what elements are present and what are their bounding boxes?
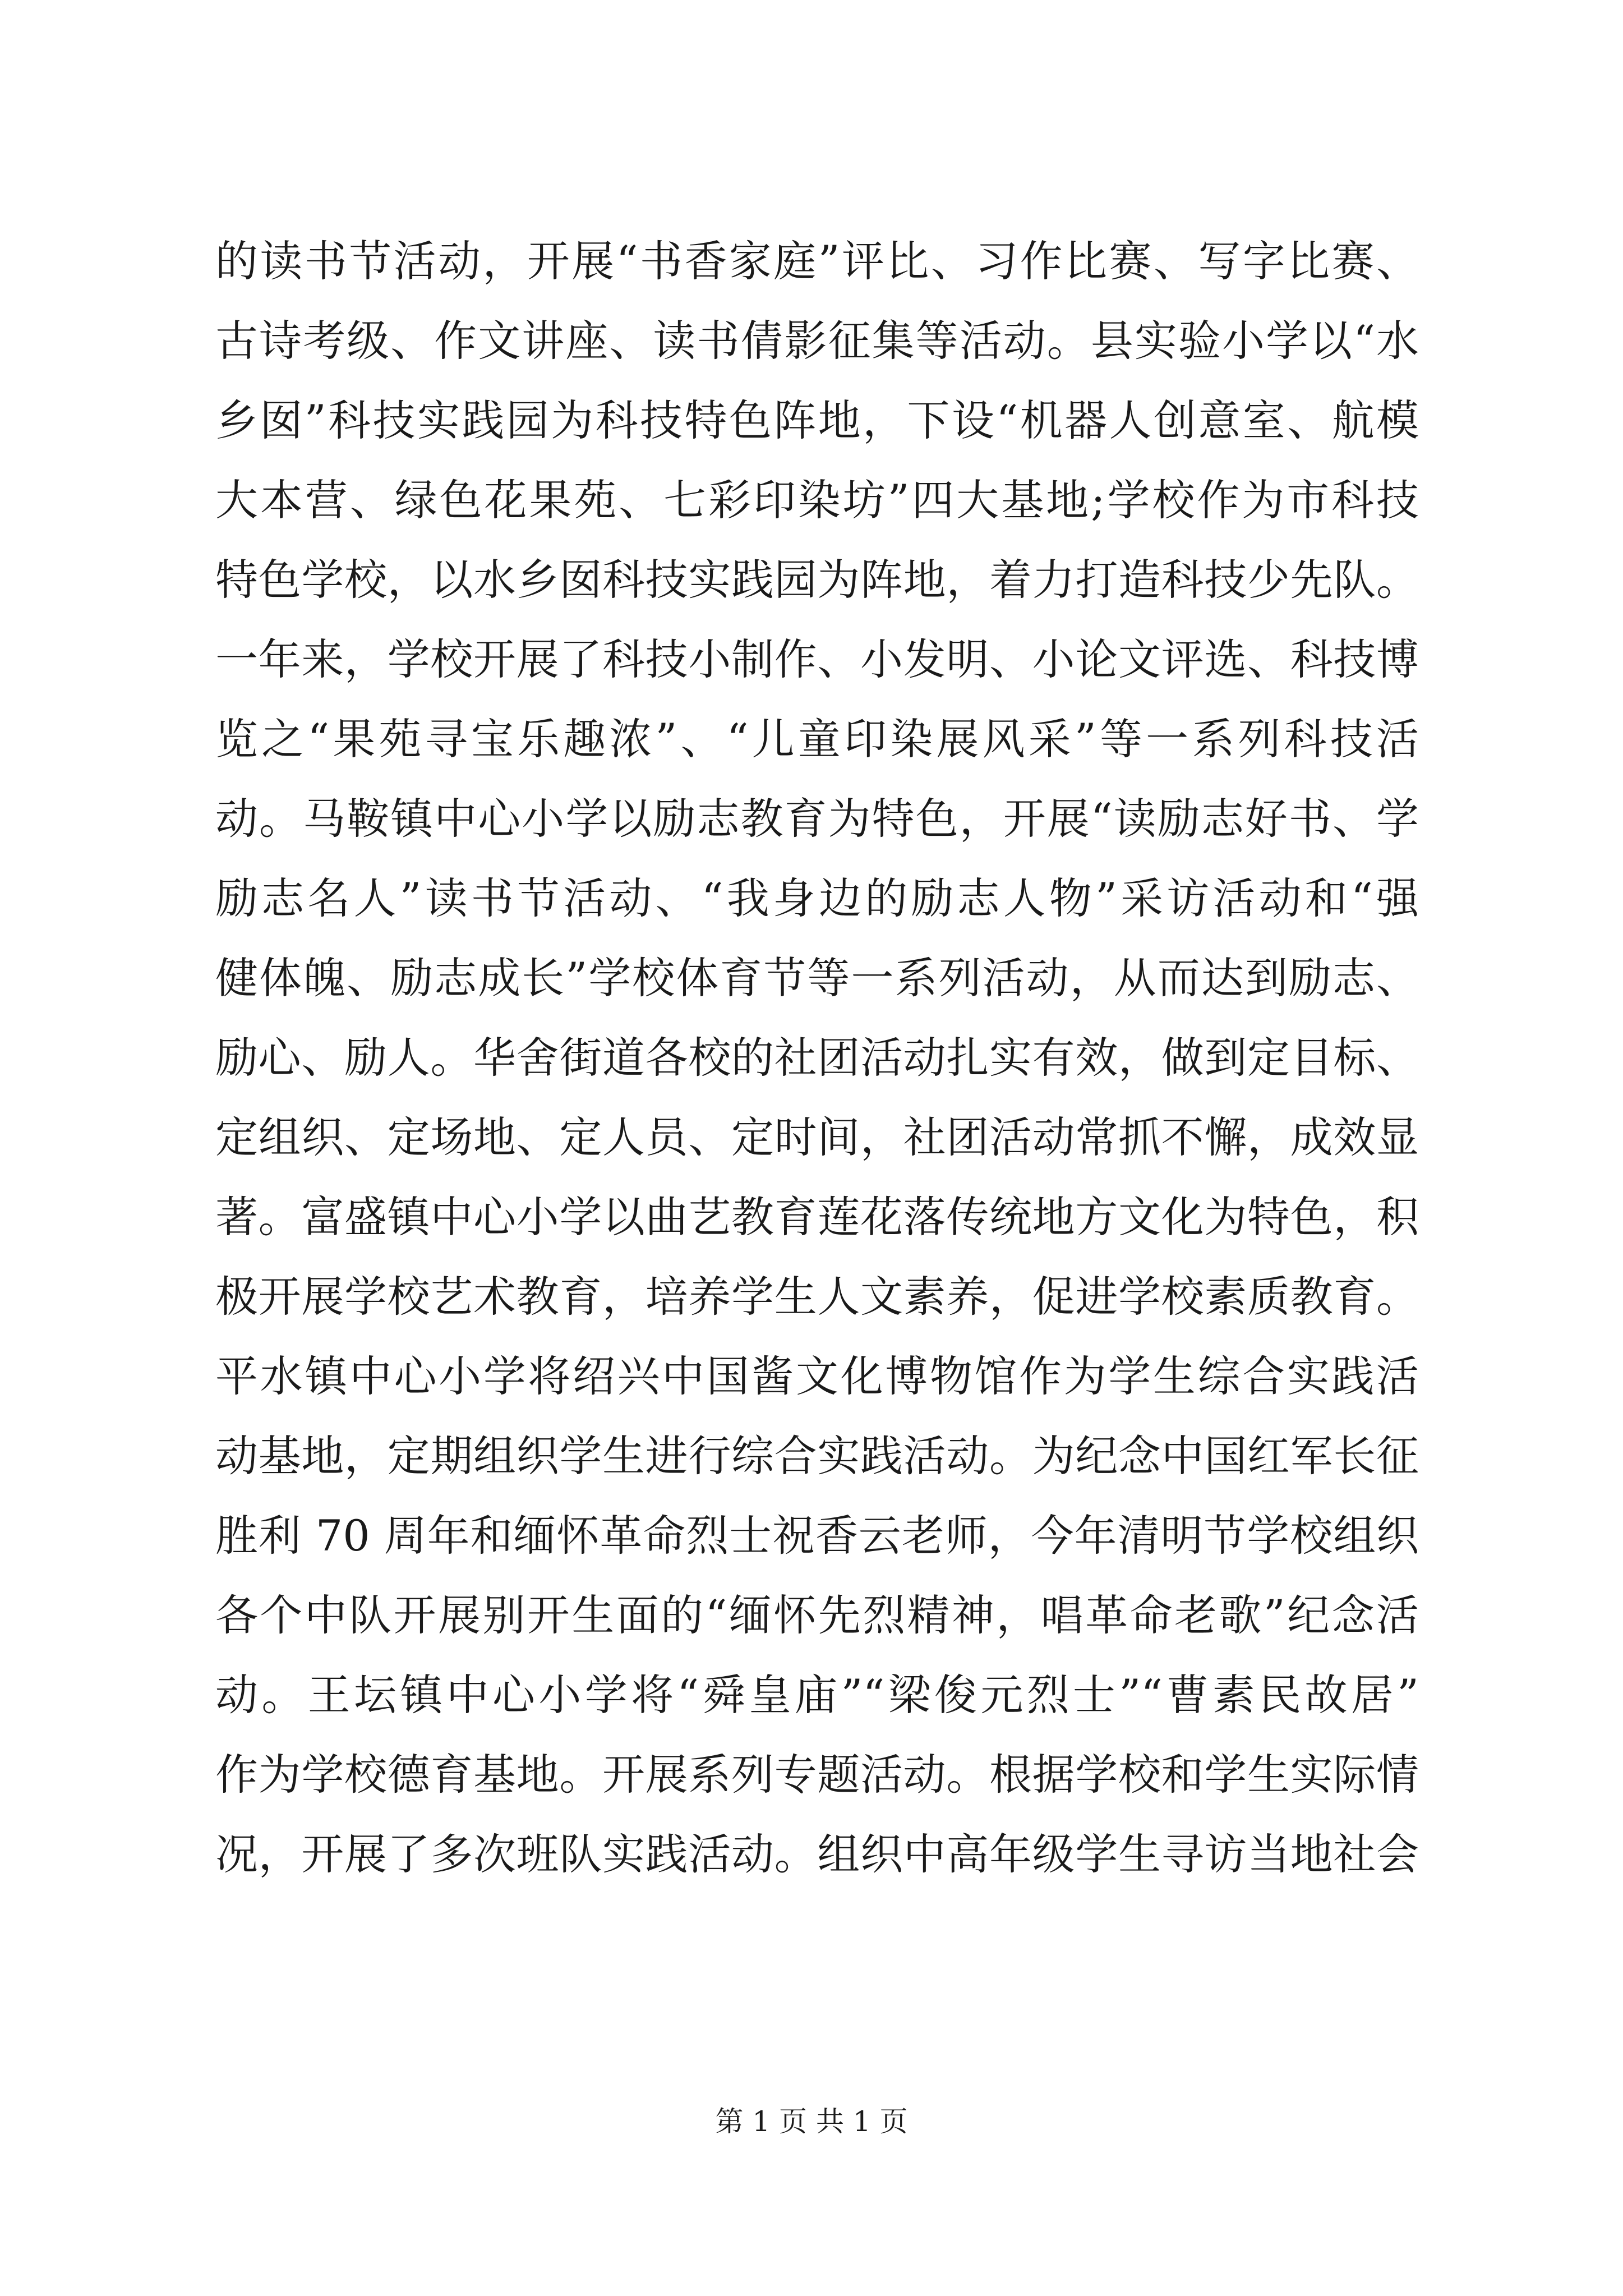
text-line: 作为学校德育基地。开展系列专题活动。根据学校和学生实际情 (215, 1750, 1419, 1800)
text-line: 乡囡”科技实践园为科技特色阵地，下设“机器人创意室、航模 (215, 395, 1419, 445)
text-line: 励心、励人。华舍街道各校的社团活动扎实有效，做到定目标、 (215, 1033, 1419, 1083)
text-line: 古诗考级、作文讲座、读书倩影征集等活动。县实验小学以“水 (215, 316, 1419, 366)
body-text (215, 222, 1419, 1894)
page-footer (0, 2105, 1623, 2138)
text-line: 动基地，定期组织学生进行综合实践活动。为纪念中国红军长征 (215, 1431, 1419, 1481)
text-line: 动。马鞍镇中心小学以励志教育为特色，开展“读励志好书、学 (215, 794, 1419, 844)
text-line: 定组织、定场地、定人员、定时间，社团活动常抓不懈，成效显 (215, 1112, 1419, 1162)
page-number-label: 第 1 页 共 1 页 (715, 2105, 908, 2138)
text-line: 览之“果苑寻宝乐趣浓”、“儿童印染展风采”等一系列科技活 (215, 714, 1419, 764)
text-line: 健体魄、励志成长”学校体育节等一系列活动，从而达到励志、 (215, 953, 1419, 1003)
text-line: 各个中队开展别开生面的“缅怀先烈精神，唱革命老歌”纪念活 (215, 1590, 1419, 1640)
text-line: 况，开展了多次班队实践活动。组织中高年级学生寻访当地社会 (215, 1829, 1419, 1879)
text-line: 极开展学校艺术教育，培养学生人文素养，促进学校素质教育。 (215, 1272, 1419, 1322)
text-line: 特色学校，以水乡囡科技实践园为阵地，着力打造科技少先队。 (215, 555, 1419, 605)
text-line: 著。富盛镇中心小学以曲艺教育莲花落传统地方文化为特色，积 (215, 1192, 1419, 1242)
text-line: 平水镇中心小学将绍兴中国酱文化博物馆作为学生综合实践活 (215, 1351, 1419, 1401)
text-line: 一年来，学校开展了科技小制作、小发明、小论文评选、科技博 (215, 634, 1419, 684)
text-line: 动。王坛镇中心小学将“舜皇庙”“梁俊元烈士”“曹素民故居” (215, 1670, 1419, 1720)
text-line: 的读书节活动，开展“书香家庭”评比、习作比赛、写字比赛、 (215, 236, 1419, 286)
text-line: 胜利 70 周年和缅怀革命烈士祝香云老师，今年清明节学校组织 (215, 1511, 1419, 1561)
text-line: 大本营、绿色花果苑、七彩印染坊”四大基地;学校作为市科技 (215, 475, 1419, 525)
text-line: 励志名人”读书节活动、“我身边的励志人物”采访活动和“强 (215, 873, 1419, 923)
